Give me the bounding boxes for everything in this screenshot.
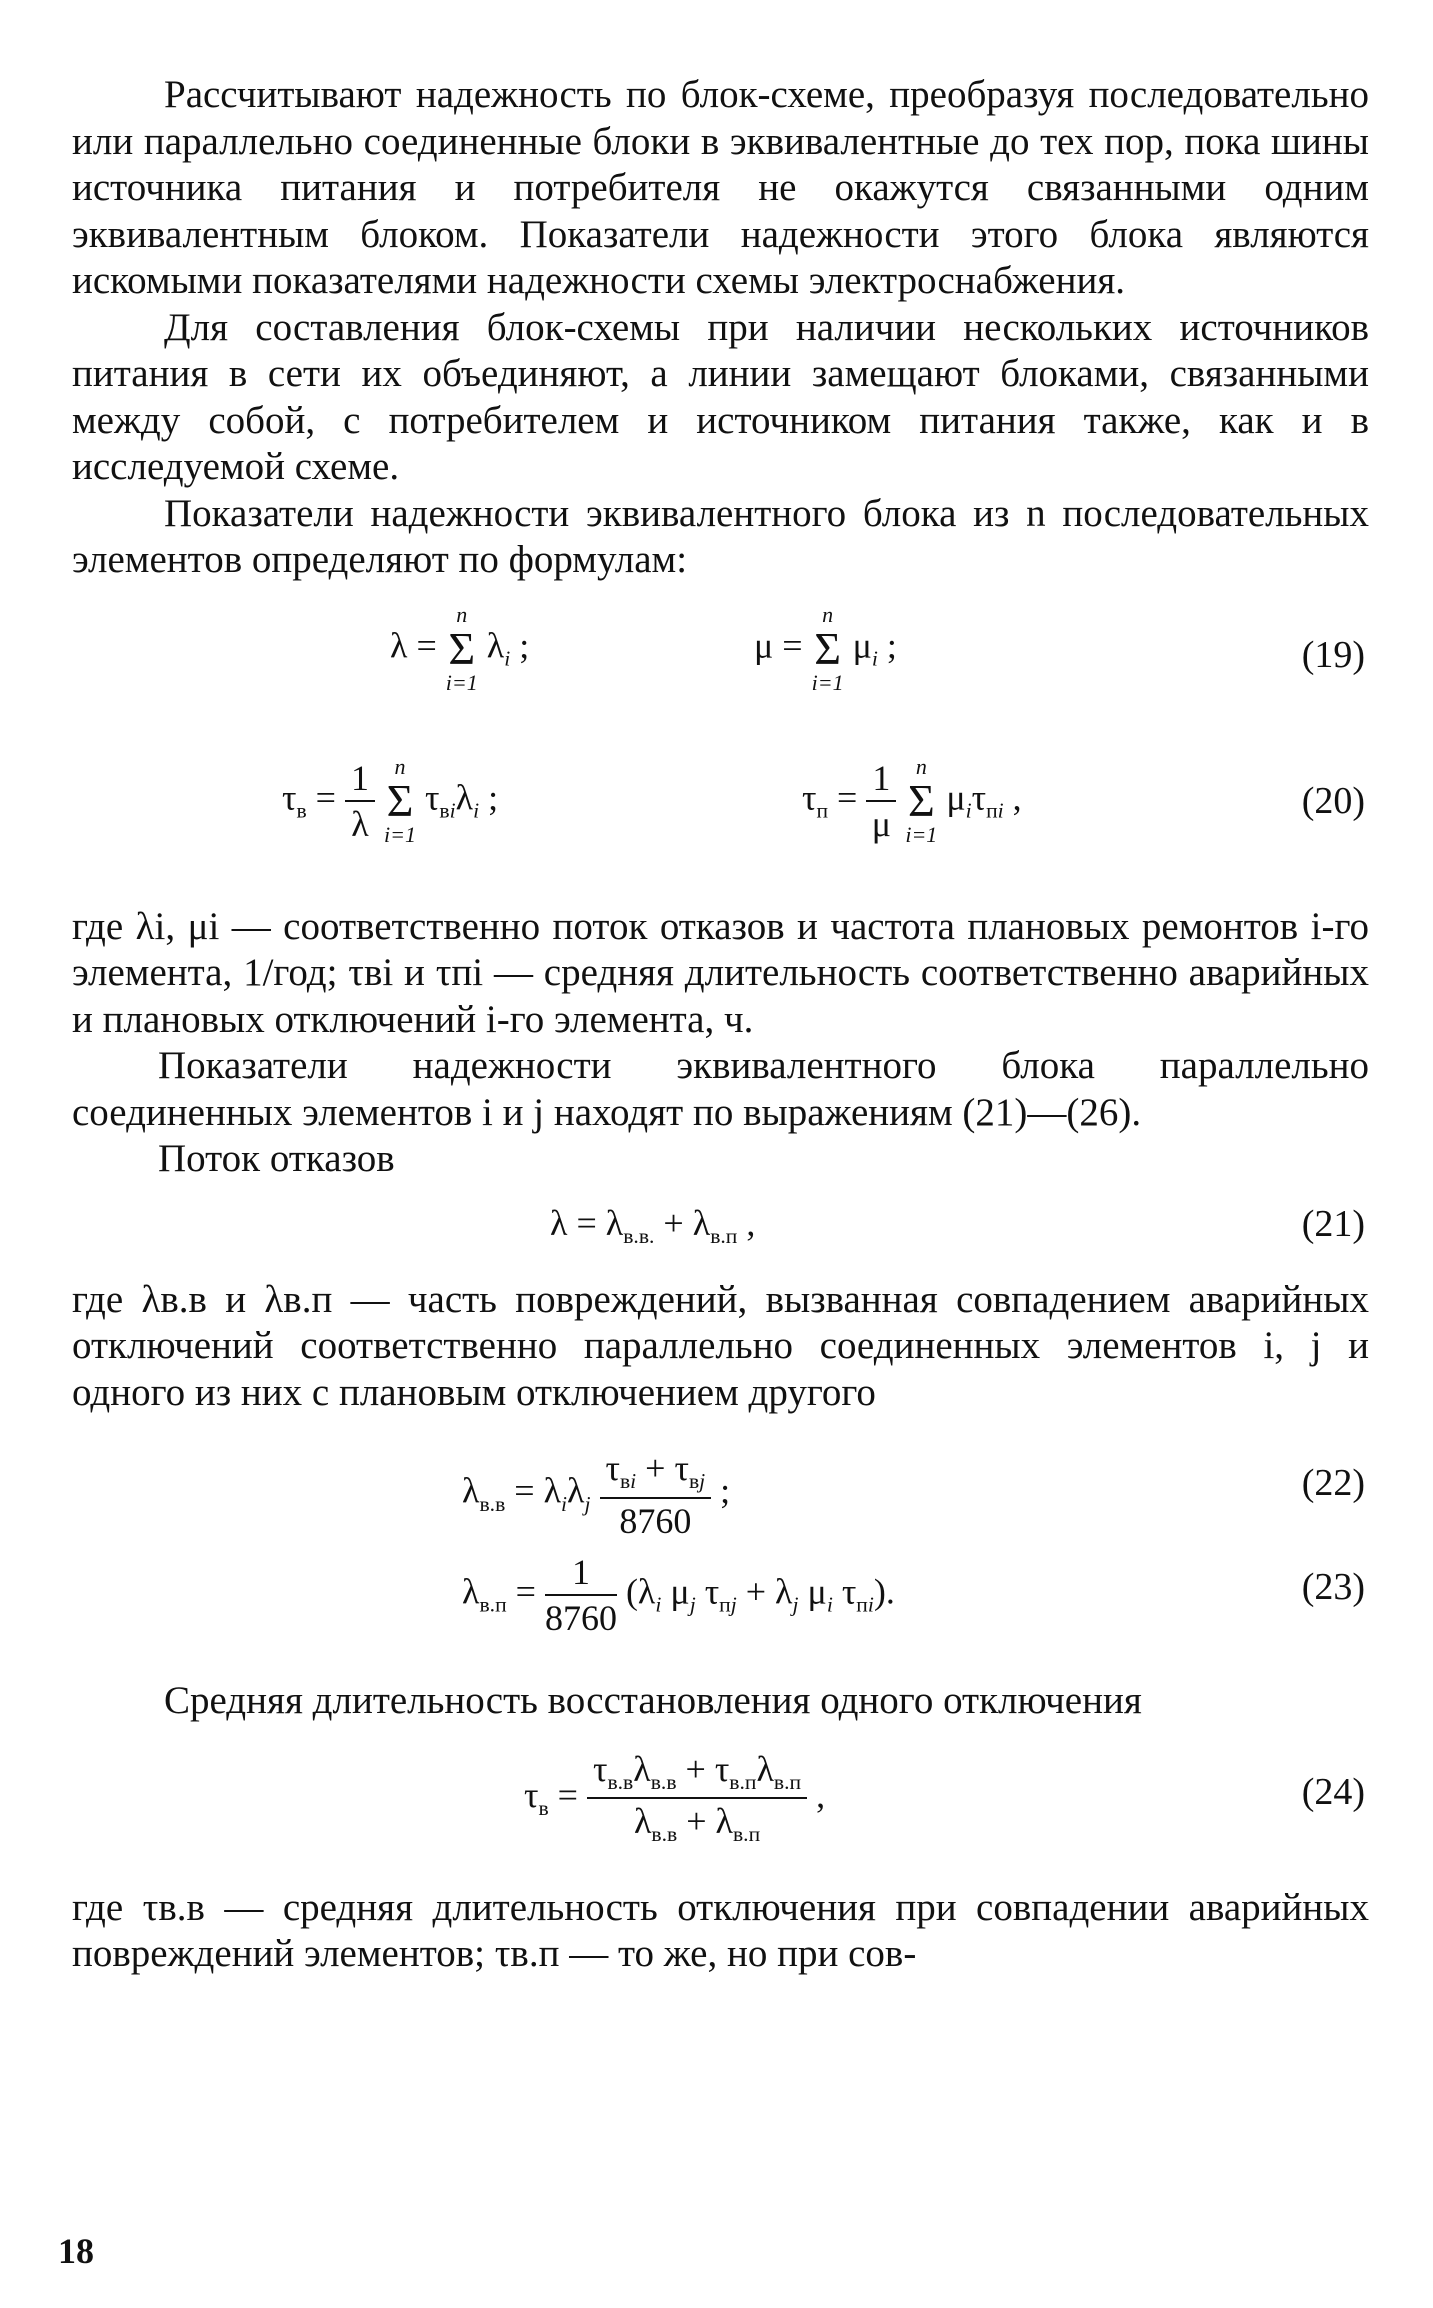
- eq22-lambda-vv: $\lambda_{в.в} = \lambda_i\lambda_j$ $\frac{\tau_{вi} + \tau_{вj}}{8760}$ ;: [462, 1448, 731, 1541]
- eq19-lambda: λ = n Σ i=1 $\lambda_i$ ;: [390, 601, 530, 695]
- eq22-number: (22): [1301, 1462, 1365, 1504]
- eq20-tau-v: $\tau_в$ = $\frac{1}{\lambda}$ n Σ i=1 $\tau_{вi}\lambda_i$ ;: [282, 753, 499, 847]
- eq19-mu: μ = n Σ i=1 $\mu_i$ ;: [754, 601, 897, 695]
- paragraph-3: Показатели надежности эквивалентного блока из n последовательных элементов определяют по формулам:: [72, 491, 1369, 581]
- eq21-lambda: $\lambda = \lambda_{в.в.} + \lambda_{в.п}$ ,: [550, 1202, 756, 1248]
- equation-20: [72, 724, 1369, 874]
- eq21-number: (21): [1301, 1202, 1365, 1245]
- paragraph-4: где λi, μi — соответственно поток отказов и частота плановых ремонтов i-го элемента, 1/год; τвi и τпi — средняя длительность соответственно аварийных и плановых отключений i-го элемента, ч.: [72, 904, 1369, 1041]
- eq23-number: (23): [1301, 1566, 1365, 1608]
- equation-24: [72, 1739, 1369, 1857]
- paragraph-1: Рассчитывают надежность по блок-схеме, преобразуя последовательно или параллельно соединенные блоки в эквивалентные до тех пор, пока шины источника питания и потребителя не окажутся связанными одним эквивалентным блоком. Показатели надежности этого блока являются искомыми показателями надежности схемы электроснабжения.: [72, 73, 1369, 302]
- equation-21: [72, 1183, 1369, 1261]
- paragraph-8: Средняя длительность восстановления одного отключения: [164, 1679, 1142, 1722]
- paragraph-9: где τв.в — средняя длительность отключения при совпадении аварийных повреждений элементов; τв.п — то же, но при сов-: [72, 1885, 1369, 1975]
- paragraph-2: Для составления блок-схемы при наличии нескольких источников питания в сети их объединяют, а линии замещают блоками, связанными между собой, с потребителем и источником питания также, как и в исследуемой схеме.: [72, 305, 1369, 488]
- eq24-tau-v: $\tau_в$ = $\frac{\tau_{в.в}\lambda_{в.в} + \tau_{в.п}\lambda_{в.п}}{\lambda_{в.в} + \lambda_{в.п}}$ ,: [524, 1748, 826, 1847]
- eq23-lambda-vp: $\lambda_{в.п}$ = $\frac{1}{8760}$ ($\lambda_i$ $\mu_j$ $\tau_{пj} + \lambda_j$ $\mu_i$ $\tau_{пi}$).: [462, 1552, 895, 1638]
- paragraph-6: Поток отказов: [158, 1137, 395, 1180]
- equation-23: [72, 1536, 1369, 1648]
- eq20-tau-p: $\tau_п$ = $\frac{1}{\mu}$ n Σ i=1 $\mu_i\tau_{пi}$ ,: [802, 753, 1022, 847]
- paragraph-7: где λв.в и λв.п — часть повреждений, вызванная совпадением аварийных отключений соответственно параллельно соединенных элементов i, j и одного из них с плановым отключением другого: [72, 1277, 1369, 1414]
- equation-19: [72, 590, 1369, 708]
- eq20-number: (20): [1301, 779, 1365, 822]
- equation-22: [72, 1432, 1369, 1541]
- eq24-number: (24): [1301, 1770, 1365, 1813]
- eq19-number: (19): [1301, 633, 1365, 676]
- paragraph-5: Показатели надежности эквивалентного блока параллельно соединенных элементов i и j находят по выражениям (21)—(26).: [72, 1044, 1369, 1134]
- page-number: 18: [58, 2231, 94, 2271]
